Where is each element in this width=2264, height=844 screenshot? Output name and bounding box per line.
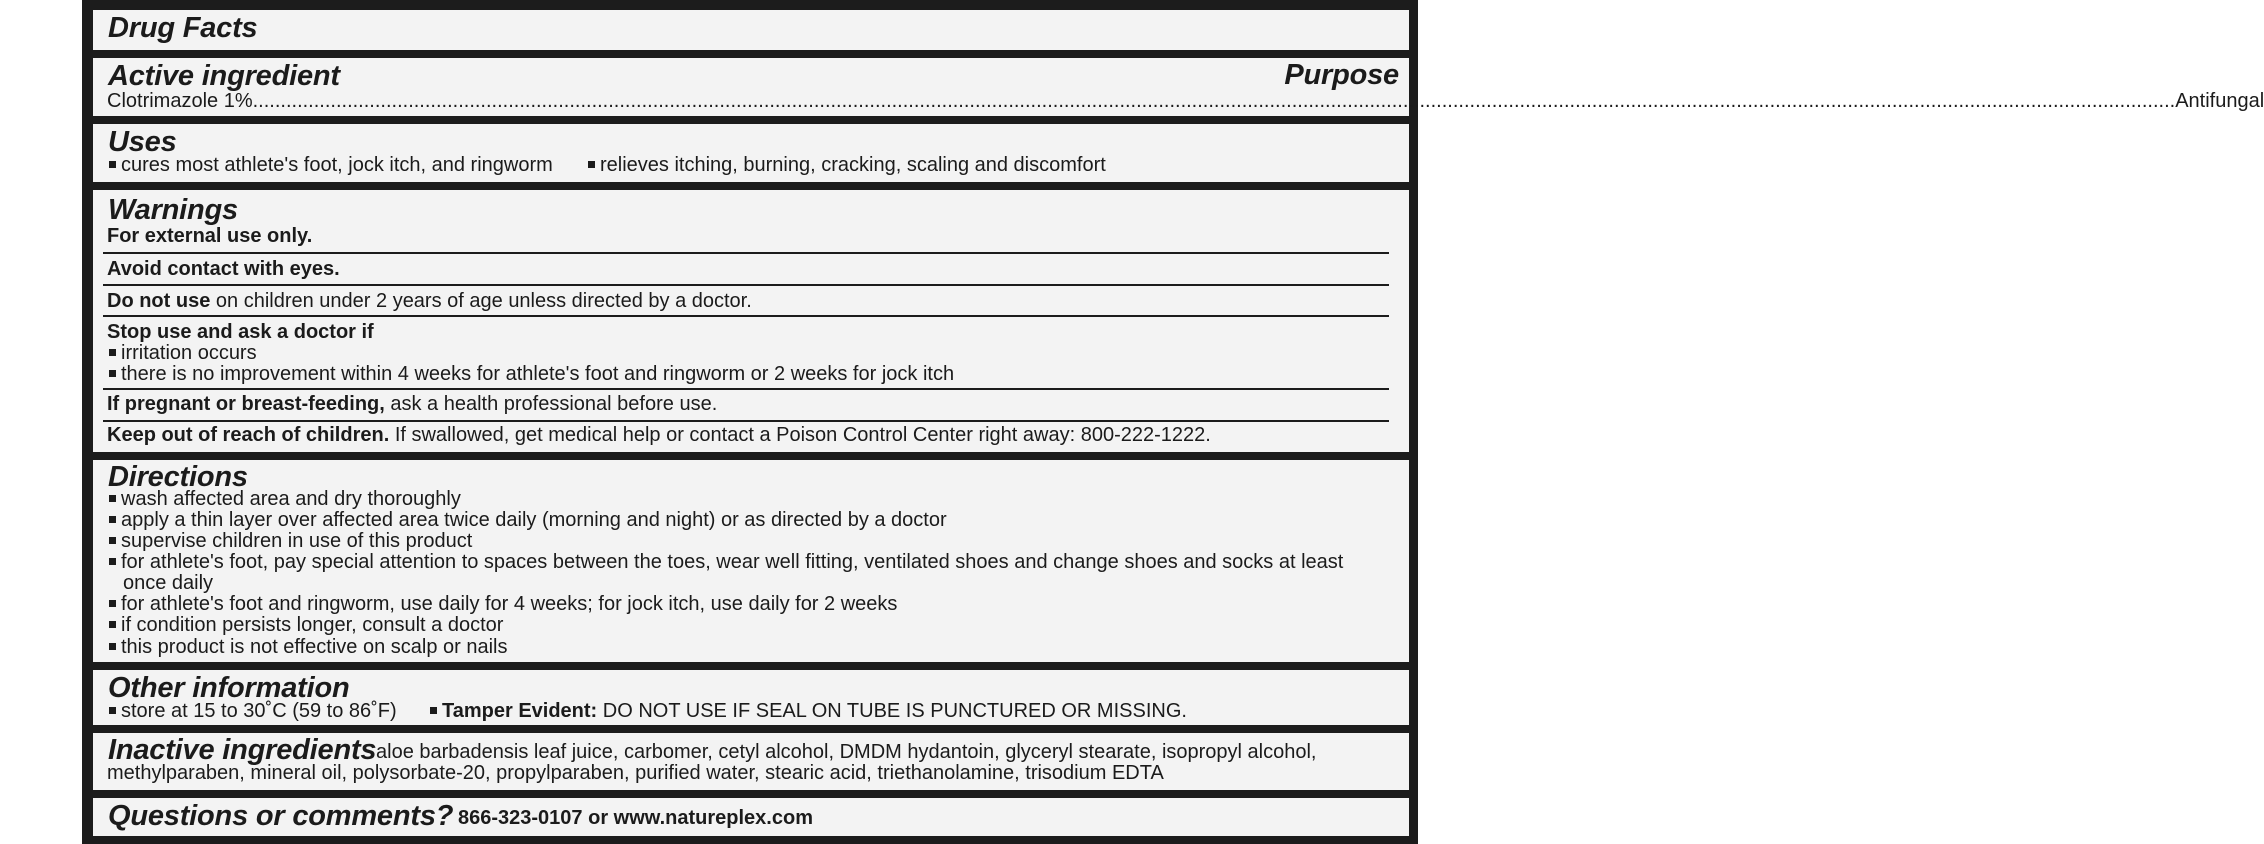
active-ingredient-name: Clotrimazole 1% (107, 90, 253, 112)
directions-heading: Directions (108, 461, 248, 493)
tamper-evident-item: Tamper Evident: DO NOT USE IF SEAL ON TUBE IS PUNCTURED OR MISSING. (428, 701, 1187, 722)
uses-panel (93, 124, 1409, 182)
do-not-use-text: Do not use on children under 2 years of age unless directed by a doctor. (107, 290, 752, 312)
directions-item: this product is not effective on scalp or nails (107, 637, 508, 658)
stop-use-item: irritation occurs (107, 343, 257, 364)
purpose-heading: Purpose (1284, 59, 1399, 91)
divider (103, 420, 1389, 422)
external-use-text: For external use only. (107, 225, 313, 247)
inactive-ingredients-line: aloe barbadensis leaf juice, carbomer, cetyl alcohol, DMDM hydantoin, glyceryl stearate, isopropyl alcohol, (376, 741, 1317, 763)
directions-item: apply a thin layer over affected area twice daily (morning and night) or as directed by a doctor (107, 510, 947, 531)
bullet-icon (588, 161, 595, 168)
other-information-panel (93, 670, 1409, 725)
pregnant-text: If pregnant or breast-feeding, ask a health professional before use. (107, 393, 718, 415)
inactive-ingredients-heading: Inactive ingredients (108, 734, 377, 766)
active-ingredient-heading: Active ingredient (108, 60, 340, 92)
directions-item-continuation: once daily (123, 572, 214, 594)
active-ingredient-row (107, 90, 2264, 112)
bullet-icon (109, 558, 116, 565)
divider (103, 284, 1389, 286)
bullet-icon (109, 600, 116, 607)
uses-item: relieves itching, burning, cracking, scaling and discomfort (586, 155, 1106, 176)
bullet-icon (109, 370, 116, 377)
questions-heading: Questions or comments? (108, 800, 454, 832)
keep-out-text: Keep out of reach of children. If swallowed, get medical help or contact a Poison Control Center right away: 800-222-1222. (107, 424, 1211, 446)
other-information-heading: Other information (108, 672, 350, 704)
bullet-icon (109, 349, 116, 356)
directions-item: if condition persists longer, consult a doctor (107, 615, 503, 636)
directions-item: for athlete's foot, pay special attention to spaces between the toes, wear well fitting, ventilated shoes and change shoes and socks at least (107, 552, 1343, 573)
active-ingredient-panel (93, 58, 2264, 116)
bullet-icon (109, 495, 116, 502)
bullet-icon (109, 537, 116, 544)
warnings-panel (93, 190, 1409, 452)
purpose-value: Antifungal (2175, 90, 2264, 112)
warnings-heading: Warnings (108, 194, 238, 226)
bullet-icon (109, 516, 116, 523)
drug-facts-title: Drug Facts (108, 12, 258, 44)
bullet-icon (109, 621, 116, 628)
avoid-eyes-text: Avoid contact with eyes. (107, 258, 340, 280)
directions-item: for athlete's foot and ringworm, use daily for 4 weeks; for jock itch, use daily for 2 weeks (107, 594, 897, 615)
bullet-icon (109, 707, 116, 714)
divider (103, 315, 1389, 317)
divider (103, 252, 1389, 254)
directions-panel (93, 460, 1409, 662)
directions-item: supervise children in use of this product (107, 531, 472, 552)
dot-leader: .......................................................................................................................................................................................................................................................................................................................................................... (252, 90, 2176, 112)
bullet-icon (109, 161, 116, 168)
bullet-icon (430, 707, 437, 714)
bullet-icon (109, 643, 116, 650)
inactive-ingredients-panel (93, 733, 1409, 790)
stop-use-item: there is no improvement within 4 weeks for athlete's foot and ringworm or 2 weeks for jock itch (107, 364, 954, 385)
stop-use-heading: Stop use and ask a doctor if (107, 321, 374, 343)
questions-panel (93, 798, 1409, 836)
uses-item: cures most athlete's foot, jock itch, and ringworm (107, 155, 553, 176)
contact-info: 866-323-0107 or www.natureplex.com (458, 807, 813, 829)
divider (103, 388, 1389, 390)
title-panel (93, 10, 1409, 50)
storage-item: store at 15 to 30˚C (59 to 86˚F) (107, 701, 397, 722)
uses-heading: Uses (108, 126, 177, 158)
directions-item: wash affected area and dry thoroughly (107, 489, 461, 510)
inactive-ingredients-line: methylparaben, mineral oil, polysorbate-20, propylparaben, purified water, stearic acid, triethanolamine, trisodium EDTA (107, 762, 1164, 784)
